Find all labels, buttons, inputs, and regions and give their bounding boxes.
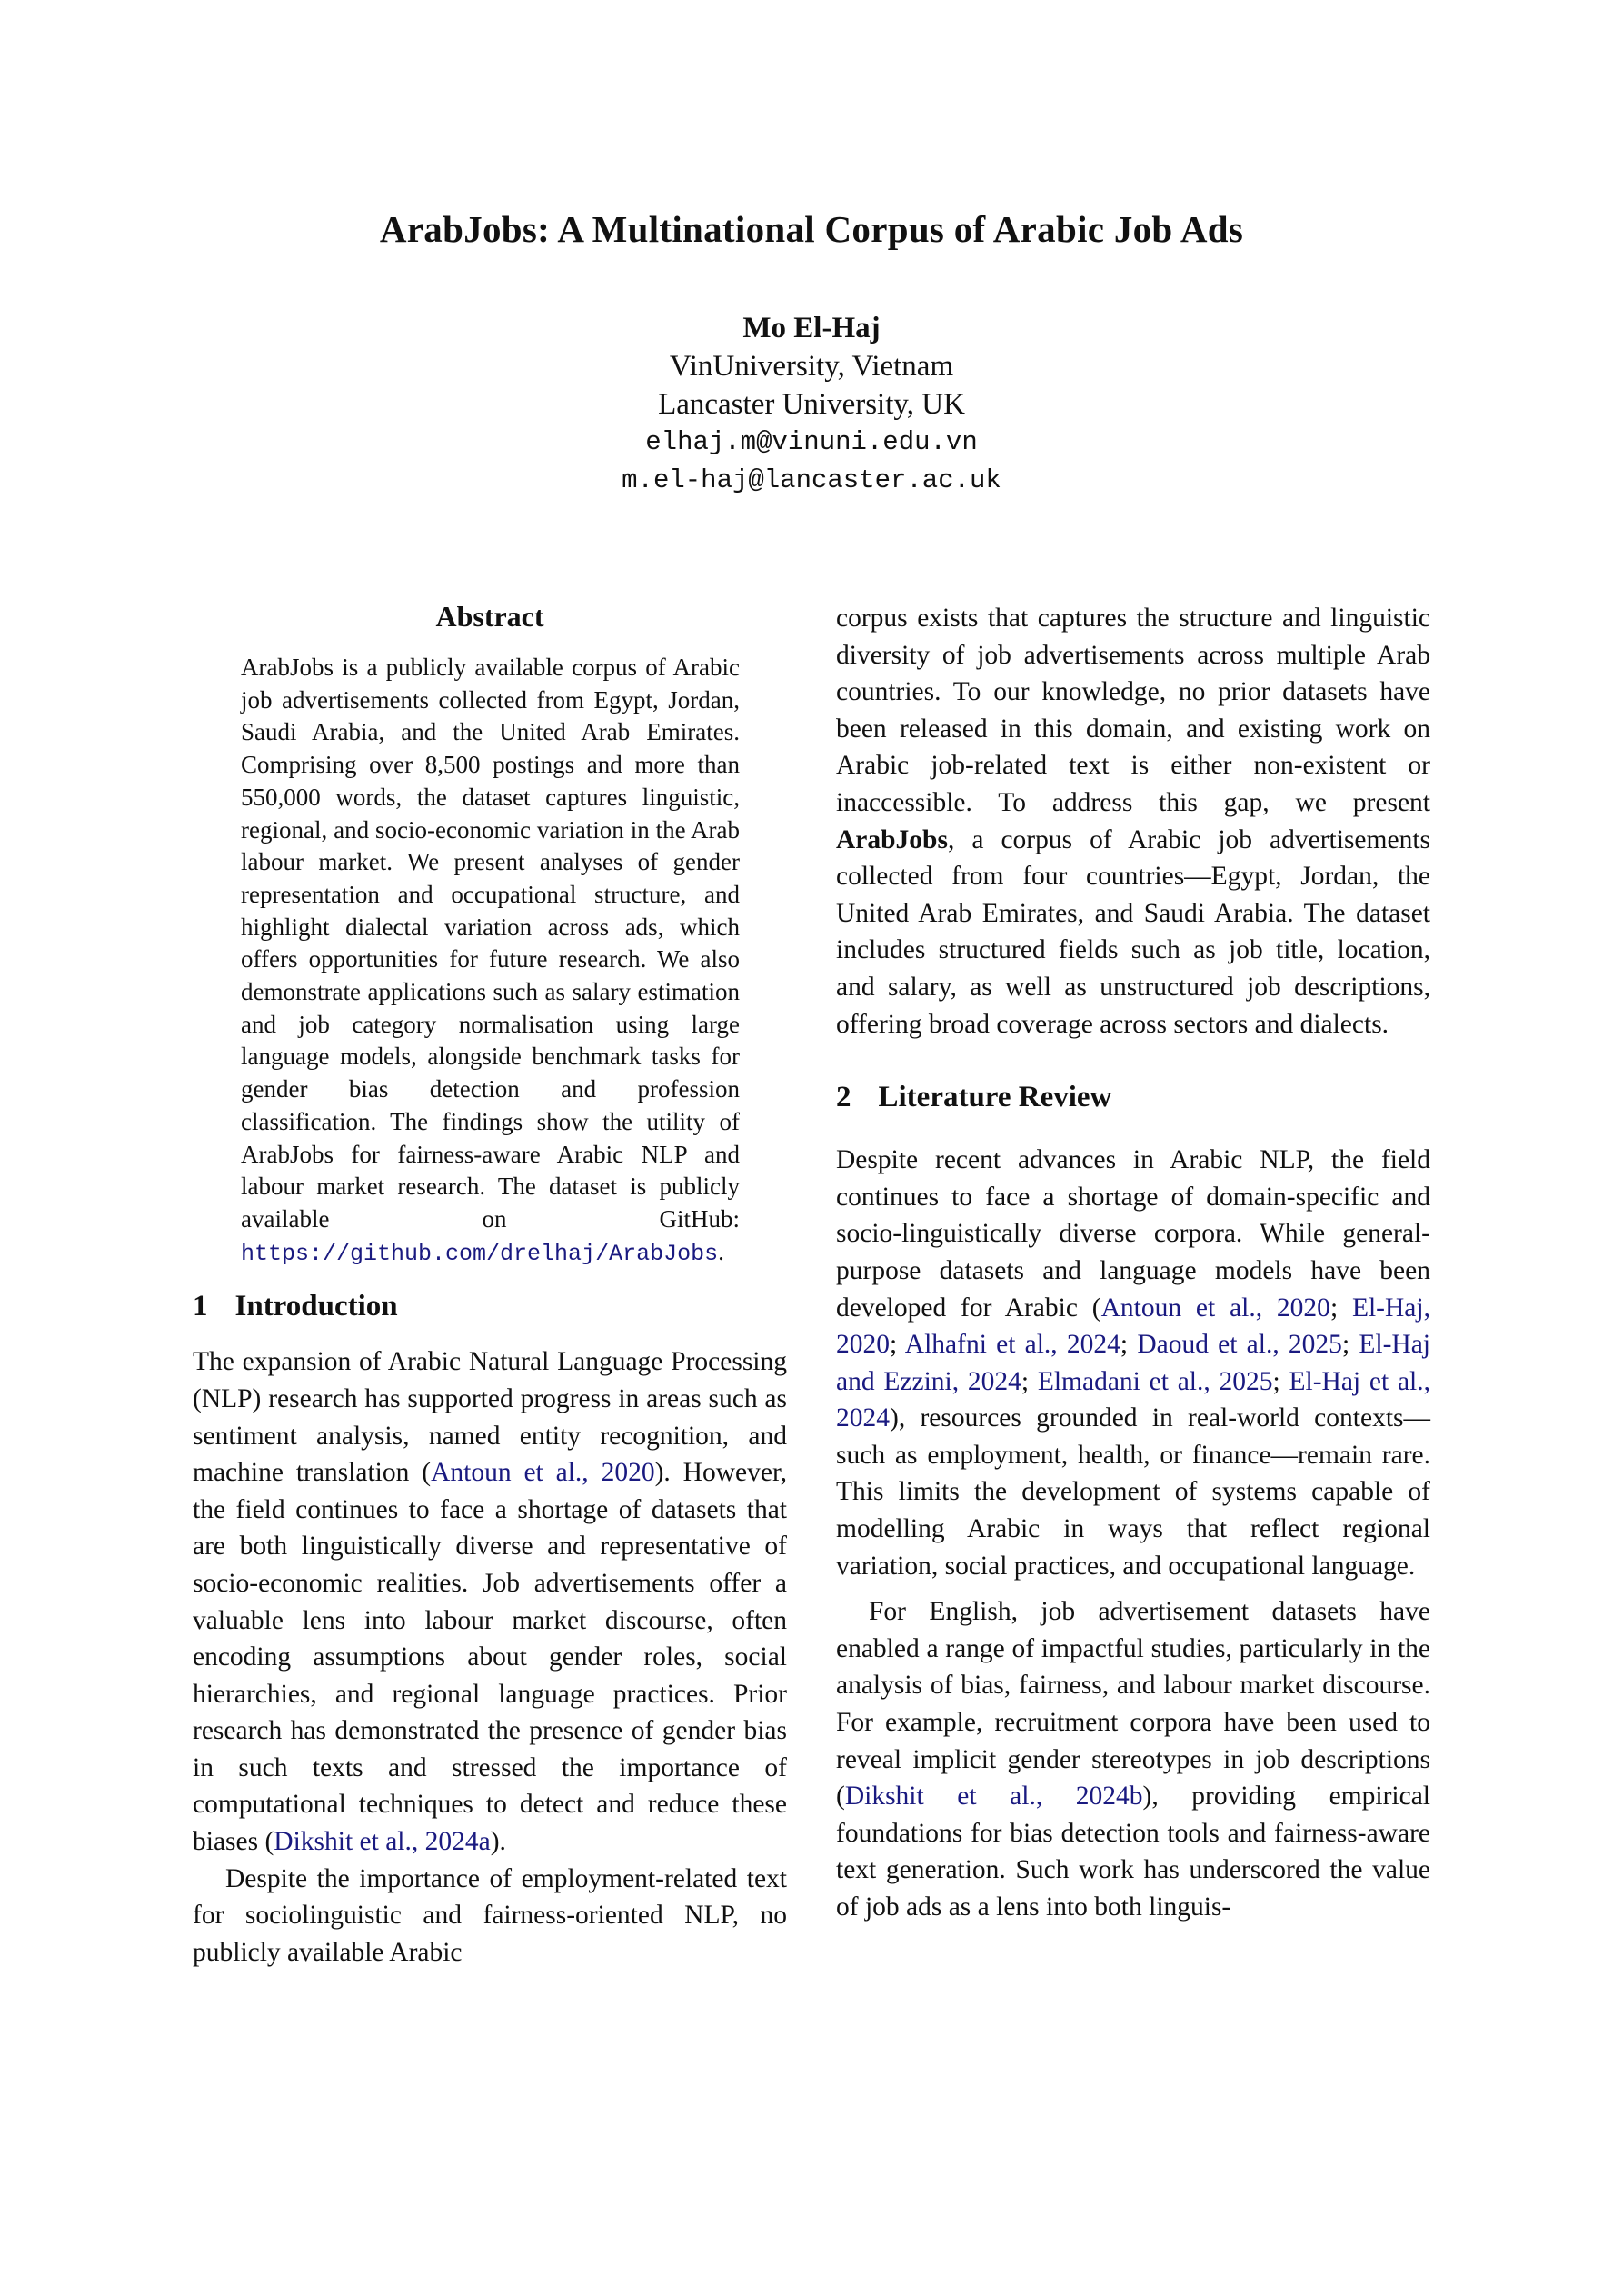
citation-link[interactable]: Dikshit et al., 2024a: [274, 1827, 491, 1857]
litreview-paragraph-2: [836, 1593, 1430, 1925]
abstract-body: ArabJobs is a publicly available corpus of Arabic job advertisements collected from Egypt, Jordan, Saudi Arabia, and the United Arab Emirates. Comprising over 8,500 postings and more than 550,000 words, the dataset captures linguistic, regional, and socio-economic variation in the Arab labour market. We present analyses of gender representation and occupational structure, and highlight dialectal variation across ads, which offers opportunities for future research. We also demonstrate applications such as salary estimation and job category normalisation using large language models, alongside benchmark tasks for gender bias detection and profession classification. The findings show the utility of ArabJobs for fairness-aware Arabic NLP and labour market research. The dataset is publicly available on GitHub:: [241, 654, 740, 1233]
intro-paragraph-1: [193, 1343, 787, 1860]
abstract-heading: Abstract: [435, 600, 544, 633]
paragraph-text: , a corpus of Arabic job advertisements collected from four countries—Egypt, Jordan, the United Arab Emirates, and Saudi Arabia. The dataset includes structured fields such as job title, location, and salary, as well as unstructured job descriptions, offering broad coverage across sectors and dialects.: [836, 824, 1430, 1039]
paragraph-text: The expansion of Arabic Natural Language Processing (NLP) research has supported progress in areas such as sentiment analysis, named entity recognition, and machine translation (: [193, 1347, 787, 1488]
citation-link[interactable]: Daoud et al., 2025: [1137, 1330, 1342, 1360]
github-link[interactable]: https://github.com/drelhaj/ArabJobs: [241, 1240, 719, 1267]
affiliation: VinUniversity, Vietnam: [669, 350, 954, 383]
citation-link[interactable]: Antoun et al., 2020: [1100, 1293, 1330, 1323]
paragraph-text: corpus exists that captures the structure and linguistic diversity of job advertisements across multiple Arab countries. To our knowledge, no prior datasets have been released in this domain, and existing work on Arabic job-related text is either non-existent or inaccessible. To address this gap, we present: [836, 604, 1430, 817]
paragraph-text: Despite the importance of employment-related text for sociolinguistic and fairness-oriented NLP, no publicly available Arabic: [193, 1863, 787, 1967]
citation-link[interactable]: Elmadani et al., 2025: [1037, 1366, 1273, 1396]
author-email[interactable]: m.el-haj@lancaster.ac.uk: [622, 465, 1001, 495]
paragraph-text: ). However, the field continues to face a shortage of datasets that are both linguistically diverse and representative of socio-economic realities. Job advertisements offer a valuable lens into labour market discourse, often encoding assumptions about gender roles, social hierarchies, and regional language practices. Prior research has demonstrated the presence of gender bias in such texts and stressed the importance of computational techniques to detect and reduce these biases (: [193, 1458, 787, 1857]
affiliation: Lancaster University, UK: [658, 388, 965, 421]
section-number: 2: [836, 1081, 851, 1114]
section-number: 1: [193, 1290, 208, 1323]
abstract-end: .: [718, 1237, 724, 1265]
citation-link[interactable]: El-Haj et al., 2024: [836, 1366, 1430, 1433]
author-email[interactable]: elhaj.m@vinuni.edu.vn: [645, 427, 978, 457]
author-block: [0, 309, 1623, 500]
paragraph-text: ), resources grounded in real-world contexts—such as employment, health, or finance—remain rare. This limits the development of systems capable of modelling Arabic in ways that reflect regional variation, social practices, and occupational language.: [836, 1403, 1430, 1581]
paragraph-text: ;: [1272, 1366, 1289, 1396]
section-title: Literature Review: [878, 1081, 1112, 1114]
intro-paragraph-2-start: [193, 1861, 787, 1972]
paper-title: ArabJobs: A Multinational Corpus of Arabic Job Ads: [379, 208, 1244, 250]
litreview-paragraph-1: [836, 1142, 1430, 1584]
right-column: [836, 600, 1430, 1926]
section-title: Introduction: [234, 1290, 398, 1323]
paragraph-text: Despite recent advances in Arabic NLP, the field continues to face a shortage of domain-specific and socio-linguistically diverse corpora. While general-purpose datasets and language models have been developed for Arabic (: [836, 1145, 1430, 1323]
citation-link[interactable]: Dikshit et al., 2024b: [844, 1782, 1143, 1812]
intro-paragraph-2-cont: [836, 600, 1430, 1043]
author-name: Mo El-Haj: [742, 312, 881, 344]
citation-link[interactable]: El-Haj and Ezzini, 2024: [836, 1330, 1430, 1396]
paragraph-text: ;: [1021, 1366, 1038, 1396]
citation-link[interactable]: El-Haj, 2020: [836, 1293, 1430, 1360]
citation-link[interactable]: Antoun et al., 2020: [431, 1458, 655, 1488]
paragraph-text: ;: [890, 1330, 905, 1360]
section-heading-literature-review: [836, 1081, 1430, 1114]
paragraph-text: ;: [1120, 1330, 1138, 1360]
left-column: [193, 600, 787, 1971]
paragraph-text: For English, job advertisement datasets have enabled a range of impactful studies, particularly in the analysis of bias, fairness, and labour market discourse. For example, recruitment corpora have been used to reveal implicit gender stereotypes in job descriptions (: [836, 1597, 1430, 1812]
citation-link[interactable]: Alhafni et al., 2024: [904, 1330, 1120, 1360]
paragraph-text: ;: [1329, 1293, 1352, 1323]
paragraph-text: ), providing empirical foundations for bias detection tools and fairness-aware text generation. Such work has underscored the value of job ads as a lens into both linguis-: [836, 1782, 1430, 1922]
bold-term: ArabJobs: [836, 824, 948, 854]
abstract-text: [241, 652, 740, 1270]
paragraph-text: ).: [490, 1827, 506, 1857]
section-heading-introduction: [193, 1290, 787, 1323]
paragraph-text: ;: [1341, 1330, 1359, 1360]
